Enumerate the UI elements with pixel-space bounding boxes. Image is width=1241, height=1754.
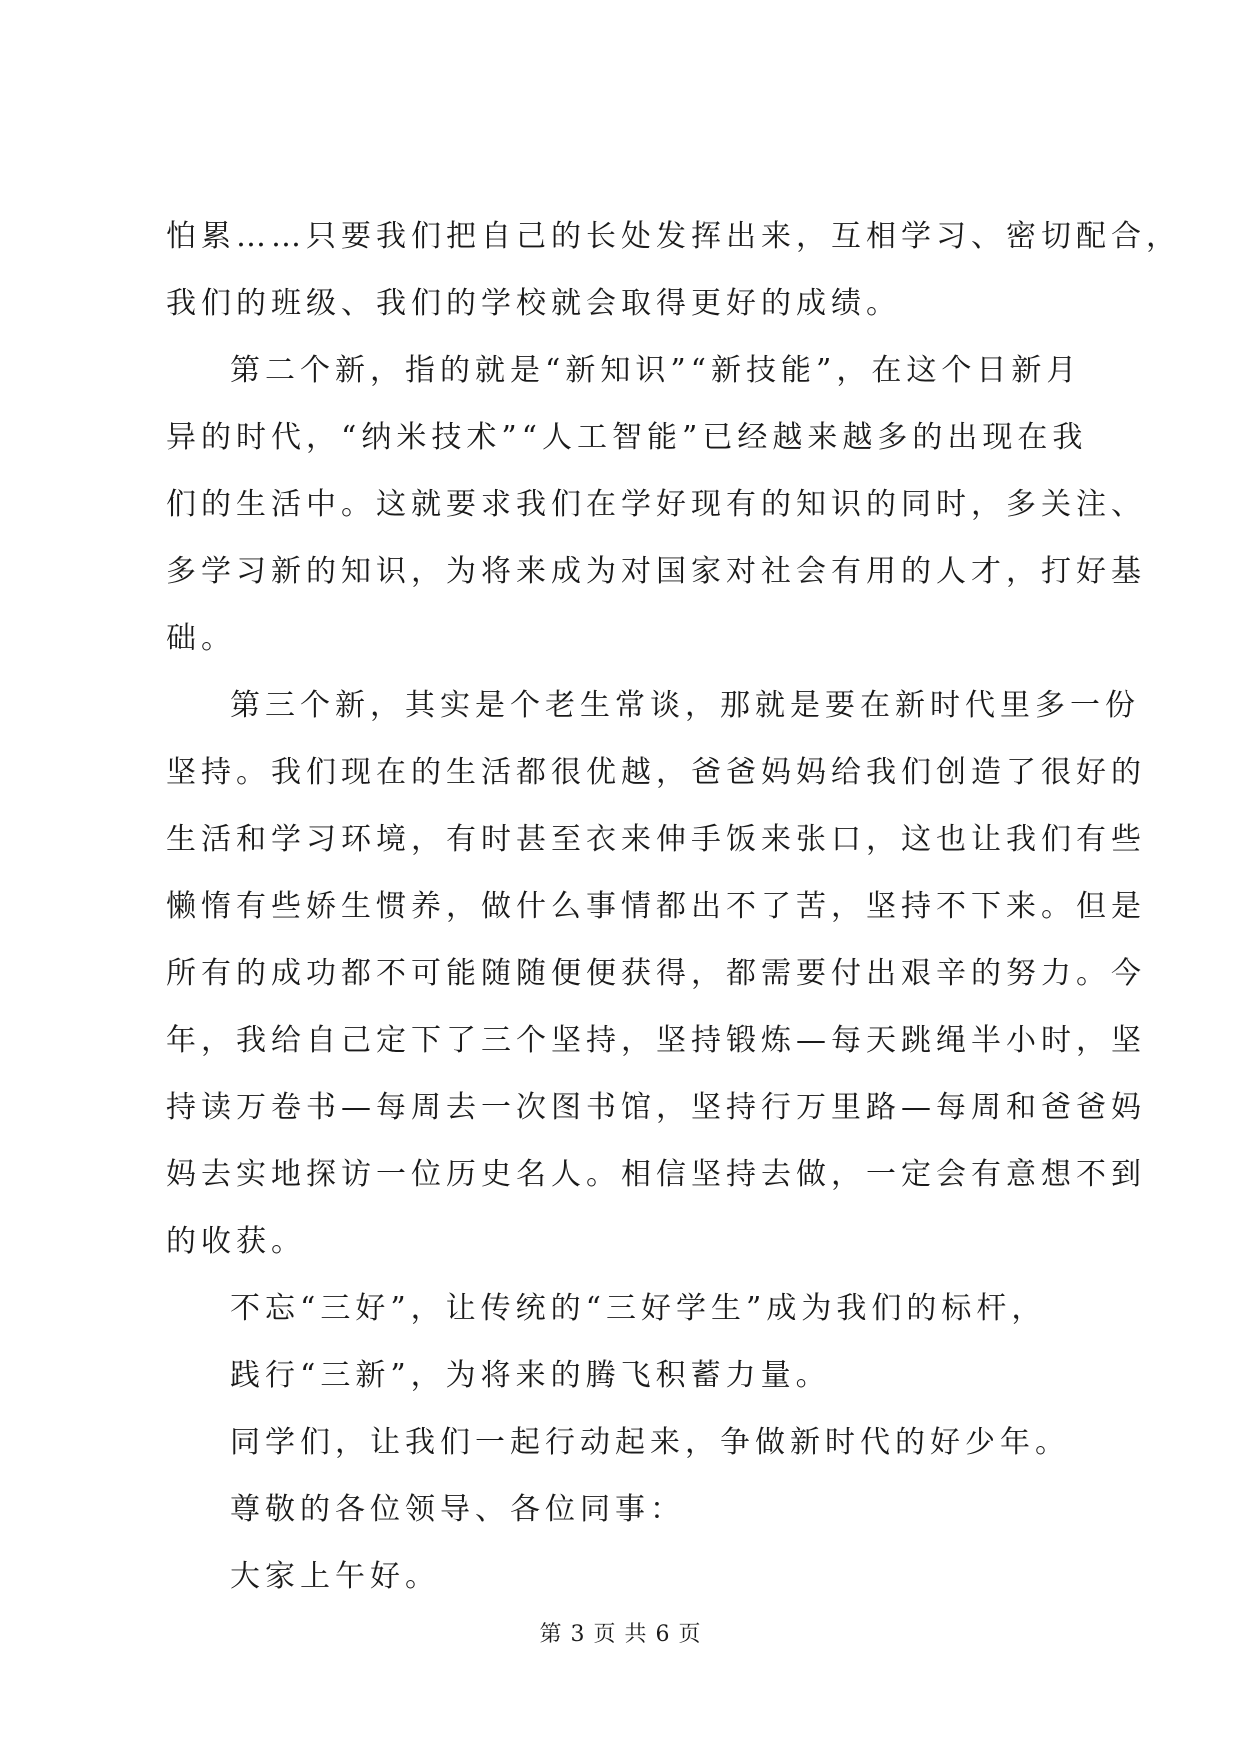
body-text-line: 所有的成功都不可能随随便便获得，都需要付出艰辛的努力。今: [166, 956, 1146, 991]
body-text-line: 年，我给自己定下了三个坚持，坚持锻炼—每天跳绳半小时，坚: [166, 1023, 1146, 1058]
body-text-line: 异的时代，“纳米技术”“人工智能”已经越来越多的出现在我: [166, 420, 1088, 455]
body-text-line: 第二个新，指的就是“新知识”“新技能”，在这个日新月: [230, 353, 1082, 388]
body-text-line: 础。: [166, 621, 236, 656]
body-text-line: 的收获。: [166, 1224, 306, 1259]
body-text-line: 不忘“三好”，让传统的“三好学生”成为我们的标杆，: [230, 1291, 1047, 1326]
body-text-line: 坚持。我们现在的生活都很优越，爸爸妈妈给我们创造了很好的: [166, 755, 1146, 790]
body-text-line: 们的生活中。这就要求我们在学好现有的知识的同时，多关注、: [166, 487, 1146, 522]
body-text-line: 践行“三新”，为将来的腾飞积蓄力量。: [230, 1358, 831, 1393]
body-text-line: 持读万卷书—每周去一次图书馆，坚持行万里路—每周和爸爸妈: [166, 1090, 1146, 1125]
body-text-line: 怕累……只要我们把自己的长处发挥出来，互相学习、密切配合，: [166, 219, 1181, 254]
page-number-footer: 第 3 页 共 6 页: [539, 1622, 702, 1647]
greeting-line: 大家上午好。: [230, 1559, 440, 1594]
body-text-line: 第三个新，其实是个老生常谈，那就是要在新时代里多一份: [230, 688, 1140, 723]
body-text-line: 同学们，让我们一起行动起来，争做新时代的好少年。: [230, 1425, 1070, 1460]
body-text-line: 妈去实地探访一位历史名人。相信坚持去做，一定会有意想不到: [166, 1157, 1146, 1192]
body-text-line: 生活和学习环境，有时甚至衣来伸手饭来张口，这也让我们有些: [166, 822, 1146, 857]
salutation-line: 尊敬的各位领导、各位同事：: [230, 1492, 685, 1527]
body-text-line: 多学习新的知识，为将来成为对国家对社会有用的人才，打好基: [166, 554, 1146, 589]
body-text-line: 懒惰有些娇生惯养，做什么事情都出不了苦，坚持不下来。但是: [166, 889, 1146, 924]
body-text-line: 我们的班级、我们的学校就会取得更好的成绩。: [166, 286, 901, 321]
